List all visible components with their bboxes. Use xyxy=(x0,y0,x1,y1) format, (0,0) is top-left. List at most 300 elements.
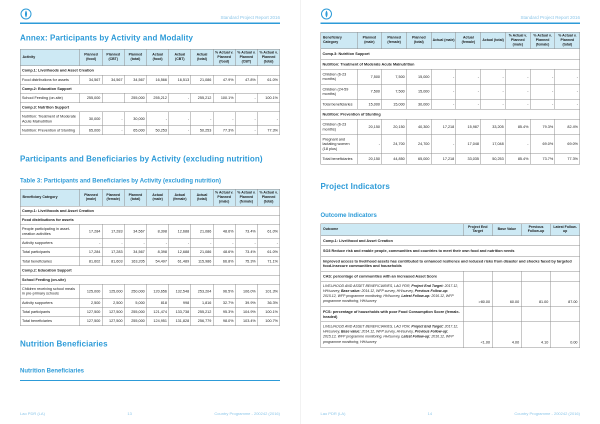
table-cell: 30,000 xyxy=(406,99,431,109)
table-cell: People participating in asset-creation activities xyxy=(20,224,80,238)
table-cell: 73.4% xyxy=(235,247,257,256)
footer-project: Country Programme - 200242 (2016) xyxy=(514,411,580,416)
table-cell: 127,500 xyxy=(80,307,102,316)
column-header: Planned (CBT) xyxy=(102,49,124,66)
table-cell: - xyxy=(555,69,580,84)
table-row xyxy=(321,322,580,348)
table-row xyxy=(321,246,580,256)
table-cell: - xyxy=(456,99,481,109)
table-cell: - xyxy=(235,238,257,247)
table-cell: 4.10 xyxy=(521,322,550,348)
table-cell: 106.0% xyxy=(235,284,257,298)
table-cell: - xyxy=(505,69,530,84)
table-cell: 127,500 xyxy=(102,307,124,316)
table-cell: 20,150 xyxy=(357,119,382,134)
table-cell: Comp.1: Livelihood and Asset Creation xyxy=(321,236,580,246)
table-cell: - xyxy=(530,99,555,109)
table-row xyxy=(20,224,280,238)
table-cell: - xyxy=(102,112,124,126)
table-row xyxy=(20,206,280,215)
table-cell: - xyxy=(505,84,530,99)
table-row xyxy=(321,59,580,69)
table-cell: 255,000 xyxy=(124,307,146,316)
table-cell: 20,150 xyxy=(357,154,382,164)
table-cell: 15,987 xyxy=(456,119,481,134)
participants-heading: Participants and Beneficiaries by Activity (excluding nutrition) xyxy=(20,155,263,164)
table-cell: Total beneficiaries xyxy=(321,99,357,109)
table-cell: - xyxy=(431,99,456,109)
column-header: Outcome xyxy=(321,224,463,236)
beneficiaries-table-continued xyxy=(321,32,581,164)
table-cell: 7,500 xyxy=(382,84,407,99)
table-row xyxy=(321,256,580,271)
outcome-indicators-heading: Outcome Indicators xyxy=(320,211,377,219)
table-cell: 65,000 xyxy=(80,126,102,135)
table-cell: - xyxy=(431,84,456,99)
table-cell: 127,500 xyxy=(102,316,124,325)
table-cell: 48.6% xyxy=(213,224,235,238)
table-cell xyxy=(492,307,521,322)
column-header: % Actual v. Planned (total) xyxy=(257,49,279,66)
report-title: Standard Project Report 2016 xyxy=(520,15,580,20)
table-cell: >80.00 xyxy=(463,281,492,307)
table-cell: Pregnant and lactating women (18 plus) xyxy=(321,134,357,154)
outcome-indicators-table xyxy=(321,223,581,348)
column-header: Actual (total) xyxy=(481,32,506,49)
footer-project: Country Programme - 200242 (2016) xyxy=(214,411,280,416)
table-cell: - xyxy=(147,112,169,126)
table-cell: 125,000 xyxy=(80,284,102,298)
table-cell: 133,738 xyxy=(169,307,191,316)
table-cell: 81,603 xyxy=(102,257,124,266)
column-header: % Actual v. Planned (male) xyxy=(505,32,530,49)
column-header: Planned (total) xyxy=(124,49,146,66)
table-cell: School Feeding (on-site) xyxy=(20,93,80,102)
column-header: Planned (male) xyxy=(80,189,102,206)
table-cell: - xyxy=(357,134,382,154)
table-cell: - xyxy=(124,238,146,247)
table-cell: 33,205 xyxy=(481,119,506,134)
table-cell: Total participants xyxy=(20,247,80,256)
header-rule xyxy=(20,23,280,25)
table-cell: Comp.3: Nutrition Support xyxy=(20,103,280,112)
table-cell: 4.00 xyxy=(492,322,521,348)
table-cell: LIVELIHOOD AND ASSET BENEFICIARIES, LAO PDR, Project End Target: 2017.12, HH/survey, Base value: 2014.12, WFP survey, HH/survey, Previous Follow-up: 2015.12, WFP programme monitoring, HH/survey, Latest Follow-up: 2016.12, WFP programme monitoring, HH/survey xyxy=(321,322,463,348)
table-cell: 44,850 xyxy=(382,154,407,164)
annex-heading: Annex: Participants by Activity and Modality xyxy=(20,34,194,43)
column-header: Planned (total) xyxy=(406,32,431,49)
table-cell: - xyxy=(80,238,102,247)
column-header: % Actual v. Planned (total) xyxy=(257,189,279,206)
column-header: % Actual v. Planned (total) xyxy=(555,32,580,49)
table-row xyxy=(20,238,280,247)
table-cell: 75.3% xyxy=(235,257,257,266)
table-row xyxy=(321,109,580,119)
table-cell: SO3 Reduce risk and enable people, communities and countries to meet their own food and nutrition needs xyxy=(321,246,580,256)
table-cell: School Feeding (on-site) xyxy=(20,275,280,284)
table-cell: Comp.1: Livelihoods and Asset Creation xyxy=(20,66,280,75)
table-cell: - xyxy=(530,84,555,99)
table-row xyxy=(321,154,580,164)
table-cell: 32.7% xyxy=(213,298,235,307)
table-cell: 132,548 xyxy=(169,284,191,298)
page-right xyxy=(300,0,600,424)
table-header-row xyxy=(20,189,280,206)
header-rule xyxy=(321,23,581,25)
table-row xyxy=(20,307,280,316)
table-cell: 15,000 xyxy=(382,99,407,109)
table-row xyxy=(20,112,280,126)
table-cell: 15,000 xyxy=(357,99,382,109)
table-cell: 61,489 xyxy=(169,257,191,266)
table-cell: CAS: percentage of communities with an increased Asset Score xyxy=(321,271,463,281)
table-cell: - xyxy=(431,134,456,154)
footer-page-number: 14 xyxy=(427,411,433,416)
table-cell: 95.3% xyxy=(213,307,235,316)
table-header-row xyxy=(321,32,580,49)
column-header: Latest Follow-up xyxy=(551,224,580,236)
table-cell: - xyxy=(505,99,530,109)
table-cell: 34,567 xyxy=(124,75,146,84)
table-cell xyxy=(551,271,580,281)
table-cell: 69.0% xyxy=(530,134,555,154)
table-header-row xyxy=(321,224,580,236)
table-cell: Total participants xyxy=(20,307,80,316)
table-cell: 34,567 xyxy=(124,224,146,238)
table-cell: Children (6-23 months) xyxy=(321,119,357,134)
table-cell: 2,500 xyxy=(80,298,102,307)
table-cell: 8,398 xyxy=(147,247,169,256)
table-cell: - xyxy=(147,238,169,247)
table-cell: 21,086 xyxy=(191,75,213,84)
table-cell: 0.00 xyxy=(551,322,580,348)
table-cell: - xyxy=(530,69,555,84)
table-cell: 34,567 xyxy=(102,75,124,84)
table-cell: 61.0% xyxy=(257,224,279,238)
table-cell: 47.9% xyxy=(213,75,235,84)
table-cell: 47.8% xyxy=(235,75,257,84)
table-cell: - xyxy=(257,112,279,126)
table-cell: Comp.3: Nutrition Support xyxy=(321,49,580,59)
table-cell: - xyxy=(431,69,456,84)
table-cell: Nutrition: Prevention of Stunting xyxy=(321,109,580,119)
table-cell: 101.3% xyxy=(257,284,279,298)
table-cell: - xyxy=(257,238,279,247)
table-cell: 250,000 xyxy=(124,284,146,298)
table-cell: - xyxy=(481,69,506,84)
table-cell: 24,700 xyxy=(406,134,431,154)
table-row xyxy=(321,236,580,246)
table-cell: 54,497 xyxy=(147,257,169,266)
table-cell: 7,500 xyxy=(357,69,382,84)
table-cell: 21,086 xyxy=(191,224,213,238)
table-cell: 16,566 xyxy=(147,75,169,84)
table-cell: 40,300 xyxy=(406,119,431,134)
table-cell: - xyxy=(102,238,124,247)
page-footer xyxy=(321,412,581,417)
column-header: % Actual v. Planned (male) xyxy=(213,189,235,206)
column-header: Beneficiary Category xyxy=(321,32,357,49)
table-cell: - xyxy=(555,84,580,99)
table-cell: 61.0% xyxy=(257,247,279,256)
column-header: Base Value xyxy=(492,224,521,236)
organization-logo-icon xyxy=(20,8,32,20)
column-header: Actual (total) xyxy=(191,189,213,206)
table-cell xyxy=(521,271,550,281)
table-cell: 15,000 xyxy=(406,69,431,84)
table-cell: 71.1% xyxy=(257,257,279,266)
table-cell: 818 xyxy=(147,298,169,307)
table-cell: 163,205 xyxy=(124,257,146,266)
table-cell xyxy=(463,307,492,322)
table-cell xyxy=(102,93,124,102)
column-header: % Actual v. Planned (female) xyxy=(530,32,555,49)
table-cell: 85.4% xyxy=(505,119,530,134)
table-cell: - xyxy=(213,238,235,247)
table-cell: Children (6-23 months) xyxy=(321,69,357,84)
table-cell: 82.4% xyxy=(555,119,580,134)
table-row xyxy=(20,84,280,93)
table-cell: 16,513 xyxy=(169,75,191,84)
table-cell: 66.8% xyxy=(213,257,235,266)
table-cell: 50,253 xyxy=(191,126,213,135)
table-cell: Total beneficiaries xyxy=(20,257,80,266)
table-cell: 34,567 xyxy=(80,75,102,84)
column-header: Planned (female) xyxy=(102,189,124,206)
table-row xyxy=(20,316,280,325)
table-cell: 12,688 xyxy=(169,247,191,256)
table-cell: - xyxy=(102,126,124,135)
table-cell: - xyxy=(456,69,481,84)
page-header xyxy=(321,7,581,20)
table-cell: - xyxy=(169,112,191,126)
table-cell: 77.3% xyxy=(213,126,235,135)
table-cell: LIVELIHOOD AND ASSET BENEFICIARIES, LAO PDR, Project End Target: 2017.12, HH/survey, Base value: 2014.12, WFP survey, HH/survey, Previous Follow-up: 2015.12, WFP programme monitoring, HH/survey, Latest Follow-up: 2016.12, WFP programme monitoring, HH/survey xyxy=(321,281,463,307)
column-header: Actual (male) xyxy=(431,32,456,49)
table-cell: 17,284 xyxy=(80,247,102,256)
column-header: Actual (total) xyxy=(191,49,213,66)
table-cell: Food distributions for assets xyxy=(20,215,280,224)
table-cell: 8,398 xyxy=(147,224,169,238)
footer-page-number: 13 xyxy=(127,411,132,416)
table-cell: 255,212 xyxy=(147,93,169,102)
table-cell: 65,000 xyxy=(124,126,146,135)
table-cell: 20,150 xyxy=(382,119,407,134)
table-cell: - xyxy=(235,93,257,102)
table-cell: 48.6% xyxy=(213,247,235,256)
table-cell: - xyxy=(191,112,213,126)
column-header: Planned (food) xyxy=(80,49,102,66)
column-header: Activity xyxy=(20,49,80,66)
table-cell: Activity supporters xyxy=(20,298,80,307)
table-cell: - xyxy=(456,84,481,99)
table-cell: 60.00 xyxy=(492,281,521,307)
table-row xyxy=(321,99,580,109)
table-cell: 2,500 xyxy=(102,298,124,307)
table-cell: 255,212 xyxy=(191,93,213,102)
table-row xyxy=(321,119,580,134)
table-cell: Improved access to livelihood assets has contributed to enhanced resilience and reduced risks from disaster and shocks faced by targeted food-insecure communities and households xyxy=(321,256,580,271)
table-cell: 104.9% xyxy=(235,307,257,316)
table-cell: 96.5% xyxy=(213,284,235,298)
report-title: Standard Project Report 2016 xyxy=(220,15,280,20)
table-cell: - xyxy=(213,112,235,126)
column-header: Actual (CBT) xyxy=(169,49,191,66)
table-row xyxy=(20,93,280,102)
table-cell: 1,816 xyxy=(191,298,213,307)
table-cell: - xyxy=(191,238,213,247)
table-row xyxy=(321,281,580,307)
table-cell: - xyxy=(169,126,191,135)
table-cell: 998 xyxy=(169,298,191,307)
table-cell: - xyxy=(481,84,506,99)
table-cell: 24,700 xyxy=(382,134,407,154)
table-cell: 17,283 xyxy=(102,247,124,256)
column-header: Project End Target xyxy=(463,224,492,236)
table-row xyxy=(20,66,280,75)
column-header: Planned (male) xyxy=(357,32,382,49)
table-cell: 15,000 xyxy=(406,84,431,99)
table-cell: 61.0% xyxy=(257,75,279,84)
table-cell: 73.4% xyxy=(235,224,257,238)
table-cell: 81,602 xyxy=(80,257,102,266)
table-row xyxy=(20,266,280,275)
column-header: Previous Follow-up xyxy=(521,224,550,236)
table-cell: 79.3% xyxy=(530,119,555,134)
table-cell: Total beneficiaries xyxy=(20,316,80,325)
table-cell: Children receiving school meals in pre-primary schools xyxy=(20,284,80,298)
column-header: % Actual v. Planned (CBT) xyxy=(235,49,257,66)
beneficiaries-table xyxy=(20,189,280,326)
footer-country: Lao PDR (LA) xyxy=(20,411,45,416)
table-cell: 255,000 xyxy=(124,93,146,102)
table-cell: 125,000 xyxy=(102,284,124,298)
table-cell xyxy=(463,271,492,281)
table-cell: 85.4% xyxy=(505,154,530,164)
table-cell: Activity supporters xyxy=(20,238,80,247)
table-cell: 120,656 xyxy=(147,284,169,298)
table-cell: 256,779 xyxy=(191,316,213,325)
table-row xyxy=(20,75,280,84)
table-row xyxy=(321,84,580,99)
table-cell xyxy=(551,307,580,322)
table-cell: 36.3% xyxy=(257,298,279,307)
table-cell: 65,000 xyxy=(406,154,431,164)
nutrition-subheading: Nutrition Beneficiaries xyxy=(20,367,280,381)
table-cell: Comp.2: Education Support xyxy=(20,266,280,275)
table-cell: 81.00 xyxy=(521,281,550,307)
table-cell: 100.7% xyxy=(257,316,279,325)
table-cell: Nutrition: Treatment of Moderate Acute Malnutrition xyxy=(321,59,580,69)
table-cell: 131,828 xyxy=(169,316,191,325)
nutrition-heading: Nutrition Beneficiaries xyxy=(20,339,108,349)
table-cell: 73.7% xyxy=(530,154,555,164)
table-row xyxy=(20,284,280,298)
participants-modality-table xyxy=(20,49,280,135)
table-cell xyxy=(521,307,550,322)
table-cell xyxy=(492,271,521,281)
table-cell: 7,500 xyxy=(382,69,407,84)
table-cell: 7,500 xyxy=(357,84,382,99)
table-cell: 124,951 xyxy=(147,316,169,325)
table-cell: - xyxy=(235,112,257,126)
table-cell: 30,000 xyxy=(80,112,102,126)
table-cell: 17,284 xyxy=(80,224,102,238)
table-row xyxy=(20,257,280,266)
table-row xyxy=(20,215,280,224)
table-cell: 17,048 xyxy=(481,134,506,154)
table-cell: Comp.2: Education Support xyxy=(20,84,280,93)
table-cell: 12,688 xyxy=(169,224,191,238)
table-cell: 127,500 xyxy=(80,316,102,325)
table-cell: - xyxy=(481,99,506,109)
table-cell: 17,218 xyxy=(431,154,456,164)
table-cell: 255,212 xyxy=(191,307,213,316)
column-header: % Actual v. Planned (food) xyxy=(213,49,235,66)
organization-logo-icon xyxy=(321,8,333,20)
table-cell: 253,204 xyxy=(191,284,213,298)
column-header: Actual (male) xyxy=(147,189,169,206)
table-cell: Food distributions for assets xyxy=(20,75,80,84)
table-header-row xyxy=(20,49,280,66)
table-cell: 17,048 xyxy=(456,134,481,154)
table-cell: 50,253 xyxy=(481,154,506,164)
table-cell: 50,253 xyxy=(147,126,169,135)
table-row xyxy=(20,298,280,307)
table-cell: 87.00 xyxy=(551,281,580,307)
table-row xyxy=(20,126,280,135)
footer-country: Lao PDR (LA) xyxy=(320,411,346,416)
table-row xyxy=(321,307,580,322)
table-cell: Total beneficiaries xyxy=(321,154,357,164)
table-cell: 69.0% xyxy=(555,134,580,154)
table-cell: 100.1% xyxy=(257,307,279,316)
table-cell: 100.1% xyxy=(257,93,279,102)
table-cell: Children (24-59 months) xyxy=(321,84,357,99)
table-cell: 39.9% xyxy=(235,298,257,307)
project-indicators-heading: Project Indicators xyxy=(320,182,390,191)
page-header xyxy=(20,7,280,20)
table-row xyxy=(321,49,580,59)
table-cell: 121,474 xyxy=(147,307,169,316)
table-cell: 17,283 xyxy=(102,224,124,238)
table-cell: 5,000 xyxy=(124,298,146,307)
page-footer xyxy=(20,412,280,417)
table-cell: 17,218 xyxy=(431,119,456,134)
table-cell: - xyxy=(169,238,191,247)
table-cell: 103.4% xyxy=(235,316,257,325)
table-cell: - xyxy=(505,134,530,154)
table-row xyxy=(321,271,580,281)
table-cell: - xyxy=(555,99,580,109)
table-row xyxy=(321,69,580,84)
table-cell: Comp.1: Livelihoods and Asset Creation xyxy=(20,206,280,215)
table-cell: - xyxy=(235,126,257,135)
table-cell: Nutrition: Treatment of Moderate Acute Malnutrition xyxy=(20,112,80,126)
table-cell: 77.3% xyxy=(257,126,279,135)
table-row xyxy=(321,134,580,154)
column-header: Beneficiary Category xyxy=(20,189,80,206)
table-cell: 21,086 xyxy=(191,247,213,256)
table-cell: 255,000 xyxy=(80,93,102,102)
column-header: Planned (total) xyxy=(124,189,146,206)
table-cell: 255,000 xyxy=(124,316,146,325)
table-cell: 115,986 xyxy=(191,257,213,266)
table-row xyxy=(20,103,280,112)
column-header: Actual (female) xyxy=(456,32,481,49)
table-cell: Nutrition: Prevention of Stunting xyxy=(20,126,80,135)
column-header: % Actual v. Planned (female) xyxy=(235,189,257,206)
